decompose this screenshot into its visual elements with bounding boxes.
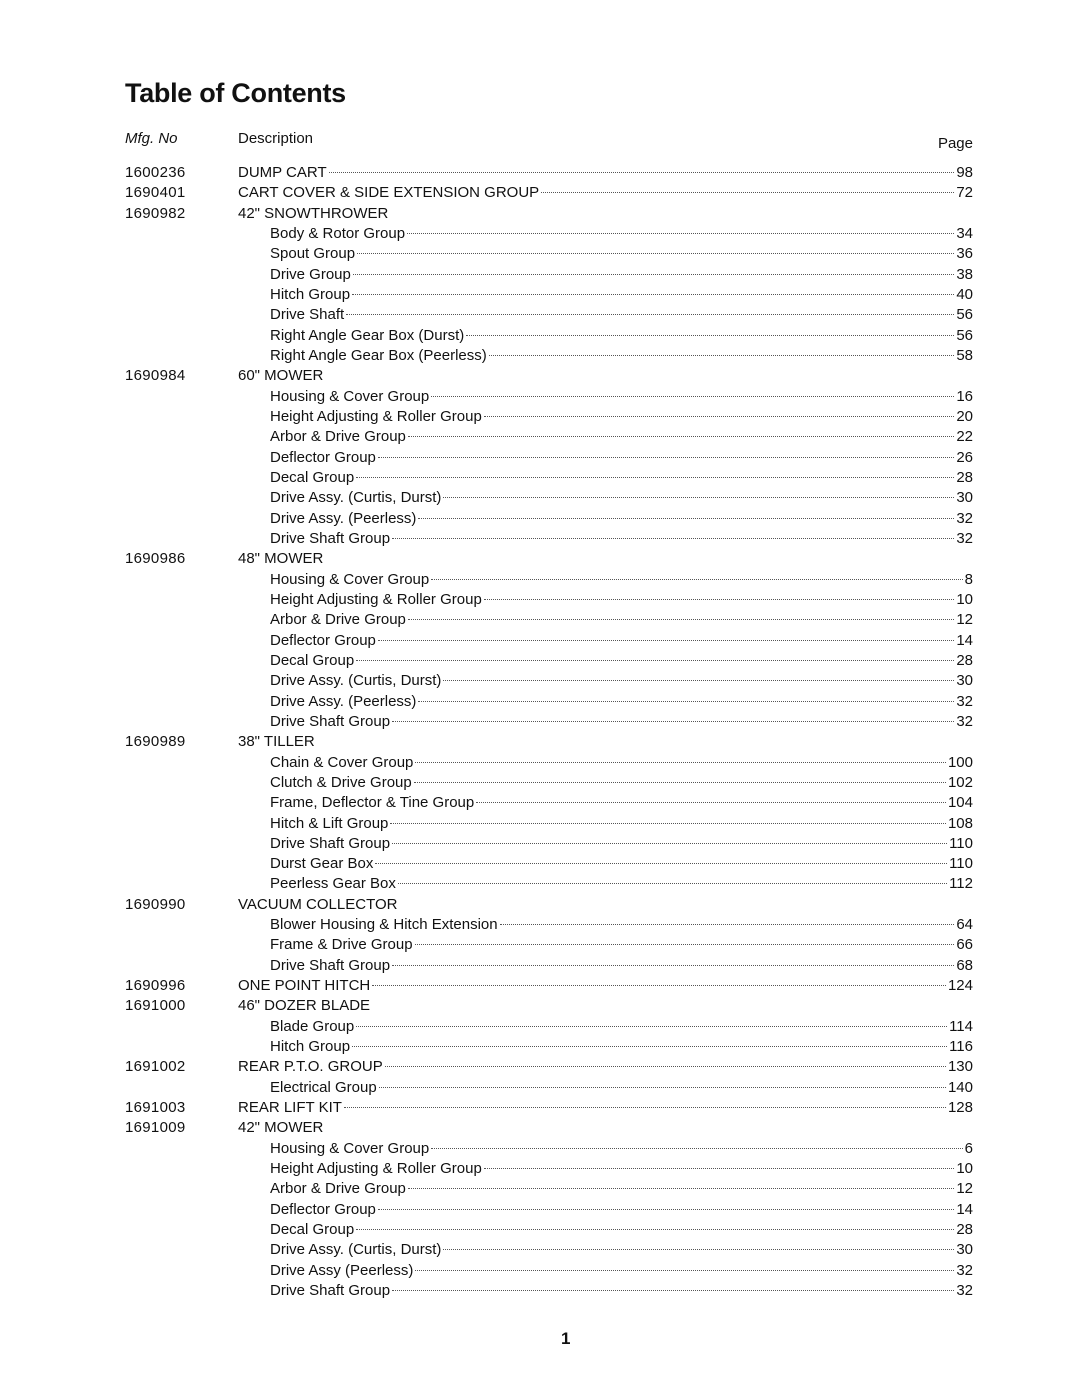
dot-leader <box>415 762 946 763</box>
entry-line <box>238 163 973 183</box>
toc-subentry <box>125 874 973 894</box>
toc-subentry <box>125 793 973 813</box>
entry-description: Drive Assy. (Curtis, Durst) <box>270 489 442 507</box>
mfg-number: 1690982 <box>125 204 186 222</box>
dot-leader <box>353 274 954 275</box>
entry-description: Deflector Group <box>270 631 376 649</box>
toc-entry <box>125 996 973 1016</box>
entry-page: 22 <box>956 428 973 446</box>
entry-description: Housing & Cover Group <box>270 387 430 405</box>
dot-leader <box>484 599 955 600</box>
mfg-number: 1690986 <box>125 550 186 568</box>
toc-subentry <box>125 244 973 264</box>
entry-line <box>238 183 973 203</box>
entry-line <box>238 326 973 346</box>
dot-leader <box>418 701 954 702</box>
entry-line <box>238 854 973 874</box>
dot-leader <box>378 1209 954 1210</box>
toc-subentry <box>125 1078 973 1098</box>
header-mfg-no: Mfg. No <box>125 130 178 147</box>
toc-subentry <box>125 590 973 610</box>
entry-line <box>238 956 973 976</box>
toc-subentry <box>125 387 973 407</box>
entry-page: 14 <box>956 631 973 649</box>
entry-line <box>238 366 973 386</box>
toc-subentry <box>125 773 973 793</box>
toc-subentry <box>125 854 973 874</box>
toc-subentry <box>125 753 973 773</box>
entry-page: 104 <box>947 794 973 812</box>
toc-subentry <box>125 265 973 285</box>
entry-description: Housing & Cover Group <box>270 570 430 588</box>
entry-description: Housing & Cover Group <box>270 1139 430 1157</box>
entry-page: 28 <box>956 651 973 669</box>
toc-subentry <box>125 834 973 854</box>
dot-leader <box>356 477 954 478</box>
dot-leader <box>484 1168 955 1169</box>
entry-description: Right Angle Gear Box (Peerless) <box>270 346 487 364</box>
entry-line <box>238 427 973 447</box>
dot-leader <box>408 619 954 620</box>
dot-leader <box>484 416 955 417</box>
entry-page: 10 <box>956 590 973 608</box>
entry-description: Drive Group <box>270 265 351 283</box>
entry-description: VACUUM COLLECTOR <box>238 895 398 913</box>
entry-description: 60" MOWER <box>238 367 324 385</box>
entry-page: 16 <box>956 387 973 405</box>
toc-subentry <box>125 285 973 305</box>
entry-line <box>238 976 973 996</box>
entry-line <box>238 529 973 549</box>
entry-page: 32 <box>956 692 973 710</box>
entry-line <box>238 407 973 427</box>
toc-entry <box>125 163 973 183</box>
toc-subentry <box>125 935 973 955</box>
mfg-number: 1691000 <box>125 997 186 1015</box>
entry-line <box>238 1261 973 1281</box>
entry-line <box>238 570 973 590</box>
toc-subentry <box>125 570 973 590</box>
toc-subentry <box>125 448 973 468</box>
entry-line <box>238 1220 973 1240</box>
entry-description: Height Adjusting & Roller Group <box>270 407 482 425</box>
toc-subentry <box>125 671 973 691</box>
entry-description: ONE POINT HITCH <box>238 977 371 995</box>
entry-line <box>238 732 973 752</box>
entry-line <box>238 935 973 955</box>
dot-leader <box>443 1249 954 1250</box>
entry-page: 32 <box>956 712 973 730</box>
dot-leader <box>407 233 954 234</box>
mfg-number: 1690989 <box>125 733 186 751</box>
toc-subentry <box>125 1017 973 1037</box>
entry-description: Drive Assy. (Curtis, Durst) <box>270 1241 442 1259</box>
entry-description: Clutch & Drive Group <box>270 773 412 791</box>
entry-description: Peerless Gear Box <box>270 875 396 893</box>
entry-line <box>238 1139 973 1159</box>
entry-page: 140 <box>947 1078 973 1096</box>
mfg-number: 1691009 <box>125 1119 186 1137</box>
toc-subentry <box>125 1037 973 1057</box>
entry-description: Arbor & Drive Group <box>270 428 406 446</box>
entry-page: 66 <box>956 936 973 954</box>
entry-description: 46" DOZER BLADE <box>238 997 371 1015</box>
dot-leader <box>541 192 954 193</box>
entry-description: Drive Shaft Group <box>270 529 391 547</box>
entry-page: 110 <box>949 834 973 852</box>
entry-page: 102 <box>947 773 973 791</box>
entry-line <box>238 590 973 610</box>
toc-subentry <box>125 915 973 935</box>
entry-line <box>238 244 973 264</box>
entry-description: 42" MOWER <box>238 1119 324 1137</box>
entry-page: 32 <box>956 1261 973 1279</box>
entry-line <box>238 1037 973 1057</box>
entry-description: Deflector Group <box>270 448 376 466</box>
entry-page: 72 <box>956 184 973 202</box>
entry-line <box>238 753 973 773</box>
toc-subentry <box>125 224 973 244</box>
entry-line <box>238 346 973 366</box>
entry-description: Body & Rotor Group <box>270 224 406 242</box>
entry-description: REAR LIFT KIT <box>238 1099 342 1117</box>
entry-page: 28 <box>956 1221 973 1239</box>
toc-subentry <box>125 1139 973 1159</box>
entry-line <box>238 793 973 813</box>
entry-page: 98 <box>956 164 973 181</box>
entry-description: Drive Assy. (Peerless) <box>270 509 417 527</box>
entry-description: Frame & Drive Group <box>270 936 413 954</box>
entry-line <box>238 895 973 915</box>
toc-entry <box>125 1057 973 1077</box>
toc-subentry <box>125 814 973 834</box>
entry-line <box>238 1098 973 1118</box>
entry-description: Hitch Group <box>270 285 351 303</box>
entry-line <box>238 915 973 935</box>
entry-line <box>238 488 973 508</box>
entry-description: Blade Group <box>270 1017 355 1035</box>
entry-description: DUMP CART <box>238 164 327 181</box>
entry-description: Height Adjusting & Roller Group <box>270 1160 482 1178</box>
entry-line <box>238 204 973 224</box>
dot-leader <box>390 823 946 824</box>
entry-page: 116 <box>949 1038 973 1056</box>
entry-line <box>238 631 973 651</box>
entry-page: 28 <box>956 468 973 486</box>
dot-leader <box>356 660 954 661</box>
entry-page: 30 <box>956 1241 973 1259</box>
entry-line <box>238 285 973 305</box>
toc-subentry <box>125 488 973 508</box>
entry-description: Drive Assy. (Peerless) <box>270 692 417 710</box>
entry-description: Hitch Group <box>270 1038 351 1056</box>
entry-description: Drive Shaft <box>270 306 345 324</box>
toc-subentry <box>125 651 973 671</box>
entry-line <box>238 549 973 569</box>
header-description: Description <box>238 130 314 147</box>
entry-description: Decal Group <box>270 651 355 669</box>
dot-leader <box>344 1107 946 1108</box>
dot-leader <box>414 782 946 783</box>
toc-subentry <box>125 1281 973 1301</box>
entry-description: 48" MOWER <box>238 550 324 568</box>
entry-page: 12 <box>956 611 973 629</box>
mfg-number: 1691003 <box>125 1099 186 1117</box>
entry-description: Chain & Cover Group <box>270 753 414 771</box>
dot-leader <box>431 396 954 397</box>
entry-page: 14 <box>956 1200 973 1218</box>
entry-line <box>238 1159 973 1179</box>
entry-page: 36 <box>956 245 973 263</box>
entry-page: 12 <box>956 1180 973 1198</box>
entry-line <box>238 1179 973 1199</box>
toc-subentry <box>125 407 973 427</box>
entry-page: 58 <box>956 346 973 364</box>
dot-leader <box>392 538 954 539</box>
entry-page: 32 <box>956 529 973 547</box>
entry-page: 68 <box>956 956 973 974</box>
toc-entry <box>125 732 973 752</box>
entry-description: Drive Shaft Group <box>270 712 391 730</box>
dot-leader <box>489 355 955 356</box>
entry-page: 34 <box>956 224 973 242</box>
entry-page: 56 <box>956 326 973 344</box>
entry-page: 30 <box>956 672 973 690</box>
entry-line <box>238 1017 973 1037</box>
dot-leader <box>329 172 955 173</box>
mfg-number: 1600236 <box>125 164 186 181</box>
entry-description: Deflector Group <box>270 1200 376 1218</box>
entry-page: 8 <box>964 570 973 588</box>
entry-page: 112 <box>949 875 973 893</box>
dot-leader <box>392 843 947 844</box>
toc-subentry <box>125 427 973 447</box>
entry-description: Arbor & Drive Group <box>270 1180 406 1198</box>
entry-description: Drive Shaft Group <box>270 1282 391 1300</box>
entry-page: 26 <box>956 448 973 466</box>
entry-line <box>238 814 973 834</box>
entry-description: Frame, Deflector & Tine Group <box>270 794 475 812</box>
entry-page: 110 <box>949 855 973 873</box>
entry-description: Blower Housing & Hitch Extension <box>270 916 498 934</box>
dot-leader <box>443 680 954 681</box>
entry-line <box>238 1078 973 1098</box>
toc-entry <box>125 976 973 996</box>
dot-leader <box>476 802 946 803</box>
entry-line <box>238 874 973 894</box>
table-of-contents <box>125 163 973 1301</box>
entry-line <box>238 773 973 793</box>
entry-description: Drive Assy (Peerless) <box>270 1261 414 1279</box>
entry-page: 100 <box>947 753 973 771</box>
dot-leader <box>385 1066 946 1067</box>
entry-line <box>238 387 973 407</box>
entry-page: 130 <box>947 1058 973 1076</box>
toc-subentry <box>125 305 973 325</box>
toc-subentry <box>125 326 973 346</box>
entry-page: 30 <box>956 489 973 507</box>
mfg-number: 1690401 <box>125 184 186 202</box>
entry-line <box>238 1240 973 1260</box>
entry-page: 124 <box>947 977 973 995</box>
dot-leader <box>500 924 955 925</box>
entry-page: 20 <box>956 407 973 425</box>
entry-description: 38" TILLER <box>238 733 315 751</box>
toc-subentry <box>125 692 973 712</box>
entry-line <box>238 610 973 630</box>
dot-leader <box>415 1270 954 1271</box>
entry-description: Right Angle Gear Box (Durst) <box>270 326 465 344</box>
entry-page: 10 <box>956 1160 973 1178</box>
mfg-number: 1690984 <box>125 367 186 385</box>
page-title: Table of Contents <box>125 78 346 108</box>
toc-entry <box>125 895 973 915</box>
entry-line <box>238 712 973 732</box>
toc-subentry <box>125 1261 973 1281</box>
mfg-number: 1690990 <box>125 895 186 913</box>
mfg-number: 1690996 <box>125 977 186 995</box>
toc-entry <box>125 183 973 203</box>
toc-entry <box>125 366 973 386</box>
toc-entry <box>125 1098 973 1118</box>
dot-leader <box>356 1229 954 1230</box>
entry-page: 108 <box>947 814 973 832</box>
dot-leader <box>352 1046 947 1047</box>
entry-page: 114 <box>949 1017 973 1035</box>
entry-description: REAR P.T.O. GROUP <box>238 1058 383 1076</box>
toc-subentry <box>125 1220 973 1240</box>
entry-description: Drive Shaft Group <box>270 834 391 852</box>
entry-page: 32 <box>956 1282 973 1300</box>
dot-leader <box>356 1026 947 1027</box>
toc-subentry <box>125 468 973 488</box>
toc-subentry <box>125 509 973 529</box>
toc-subentry <box>125 529 973 549</box>
entry-page: 128 <box>947 1099 973 1117</box>
toc-subentry <box>125 712 973 732</box>
dot-leader <box>372 985 946 986</box>
dot-leader <box>357 253 954 254</box>
entry-line <box>238 834 973 854</box>
dot-leader <box>392 1290 954 1291</box>
dot-leader <box>466 335 954 336</box>
entry-line <box>238 468 973 488</box>
entry-description: Arbor & Drive Group <box>270 611 406 629</box>
dot-leader <box>392 965 954 966</box>
toc-entry <box>125 204 973 224</box>
dot-leader <box>378 640 954 641</box>
toc-subentry <box>125 631 973 651</box>
entry-line <box>238 1057 973 1077</box>
dot-leader <box>443 497 954 498</box>
entry-page: 56 <box>956 306 973 324</box>
entry-line <box>238 1118 973 1138</box>
page-number: 1 <box>561 1329 571 1348</box>
entry-line <box>238 996 973 1016</box>
toc-subentry <box>125 1200 973 1220</box>
entry-description: Durst Gear Box <box>270 855 374 873</box>
entry-line <box>238 1281 973 1301</box>
entry-line <box>238 509 973 529</box>
toc-entry <box>125 549 973 569</box>
dot-leader <box>408 1188 954 1189</box>
mfg-number: 1691002 <box>125 1058 186 1076</box>
entry-line <box>238 671 973 691</box>
entry-line <box>238 692 973 712</box>
toc-subentry <box>125 956 973 976</box>
entry-description: Hitch & Lift Group <box>270 814 389 832</box>
dot-leader <box>352 294 954 295</box>
dot-leader <box>418 518 954 519</box>
dot-leader <box>379 1087 946 1088</box>
entry-description: Spout Group <box>270 245 356 263</box>
dot-leader <box>415 944 955 945</box>
entry-description: CART COVER & SIDE EXTENSION GROUP <box>238 184 540 202</box>
dot-leader <box>431 579 962 580</box>
toc-subentry <box>125 1159 973 1179</box>
entry-line <box>238 651 973 671</box>
entry-page: 40 <box>956 285 973 303</box>
entry-page: 6 <box>964 1139 973 1157</box>
entry-description: Height Adjusting & Roller Group <box>270 590 482 608</box>
entry-description: 42" SNOWTHROWER <box>238 204 389 222</box>
entry-description: Decal Group <box>270 1221 355 1239</box>
dot-leader <box>392 721 954 722</box>
entry-line <box>238 1200 973 1220</box>
entry-description: Decal Group <box>270 468 355 486</box>
entry-line <box>238 265 973 285</box>
dot-leader <box>398 883 947 884</box>
toc-entry <box>125 1118 973 1138</box>
dot-leader <box>408 436 954 437</box>
toc-subentry <box>125 610 973 630</box>
dot-leader <box>431 1148 962 1149</box>
entry-page: 38 <box>956 265 973 283</box>
toc-subentry <box>125 1240 973 1260</box>
dot-leader <box>375 863 947 864</box>
entry-description: Electrical Group <box>270 1078 377 1096</box>
dot-leader <box>346 314 954 315</box>
dot-leader <box>378 457 954 458</box>
entry-page: 64 <box>956 916 973 934</box>
toc-subentry <box>125 1179 973 1199</box>
entry-page: 32 <box>956 509 973 527</box>
entry-line <box>238 305 973 325</box>
entry-line <box>238 448 973 468</box>
entry-line <box>238 224 973 244</box>
header-page: Page <box>937 135 973 152</box>
toc-subentry <box>125 346 973 366</box>
entry-description: Drive Assy. (Curtis, Durst) <box>270 672 442 690</box>
entry-description: Drive Shaft Group <box>270 956 391 974</box>
